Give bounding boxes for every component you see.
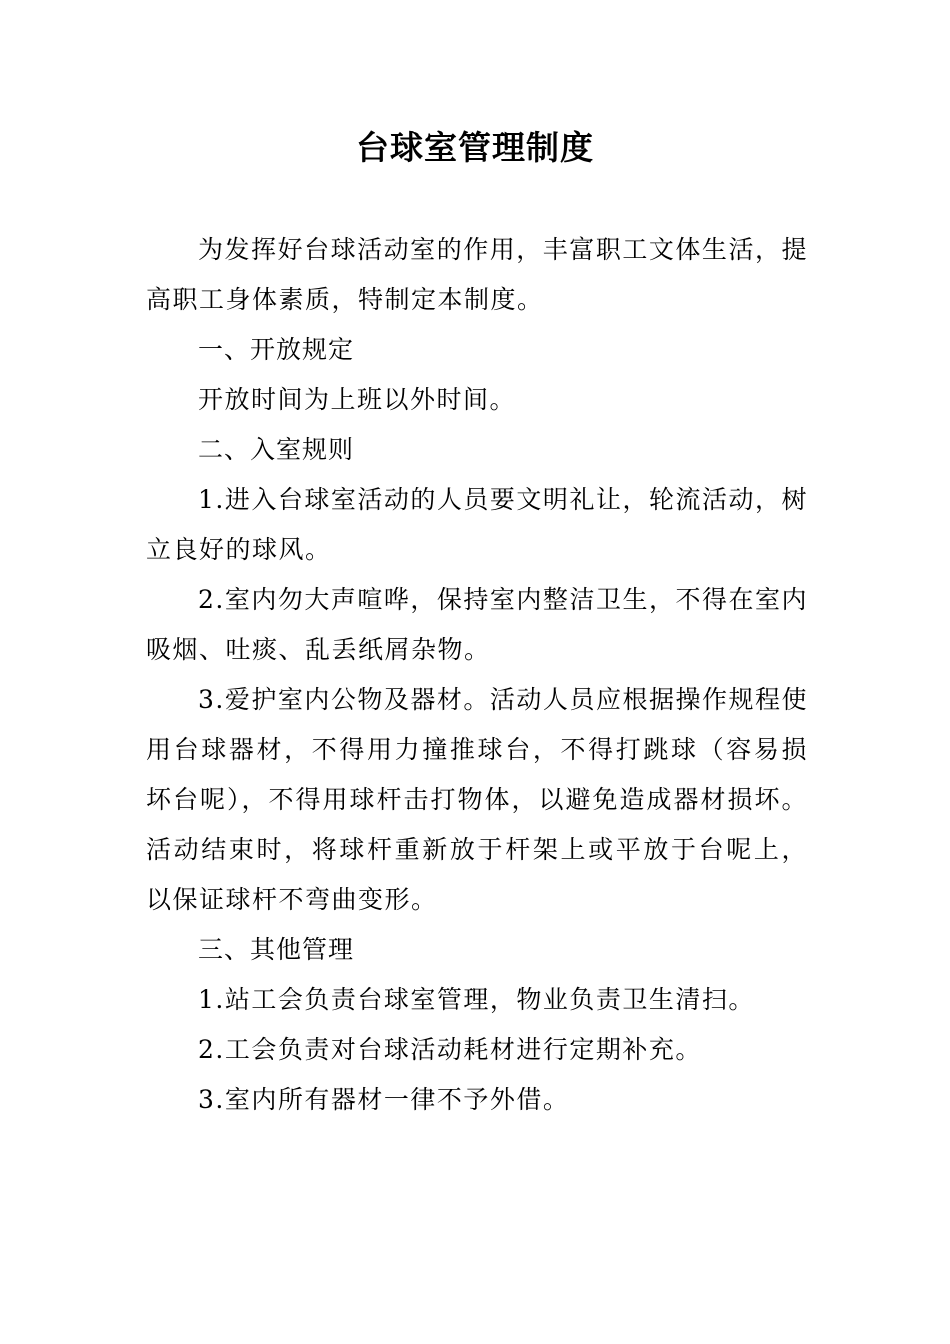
document-title: 台球室管理制度	[356, 128, 594, 167]
management-rule-3: 3.室内所有器材一律不予外借。	[198, 1085, 570, 1114]
management-rule-2: 2.工会负责对台球活动耗材进行定期补充。	[198, 1035, 702, 1064]
opening-rule-1: 开放时间为上班以外时间。	[198, 385, 517, 414]
entry-rule-3: 3.爱护室内公物及器材。活动人员应根据操作规程使用台球器材，不得用力撞推球台，不得打跳球（容易损坏台呢），不得用球杆击打物体，以避免造成器材损坏。活动结束时，将球杆重新放于杆架上或平放于台呢上，以保证球杆不弯曲变形。	[146, 685, 808, 914]
section-heading-other-management: 三、其他管理	[198, 935, 355, 964]
intro-paragraph: 为发挥好台球活动室的作用，丰富职工文体生活，提高职工身体素质，特制定本制度。	[146, 235, 808, 314]
section-heading-opening: 一、开放规定	[198, 335, 355, 364]
management-rule-1: 1.站工会负责台球室管理，物业负责卫生清扫。	[198, 985, 755, 1014]
section-heading-entry-rules: 二、入室规则	[198, 435, 355, 464]
document-body	[146, 225, 808, 1125]
entry-rule-2: 2.室内勿大声喧哗，保持室内整洁卫生，不得在室内吸烟、吐痰、乱丢纸屑杂物。	[146, 585, 808, 664]
entry-rule-1: 1.进入台球室活动的人员要文明礼让，轮流活动，树立良好的球风。	[146, 485, 808, 564]
